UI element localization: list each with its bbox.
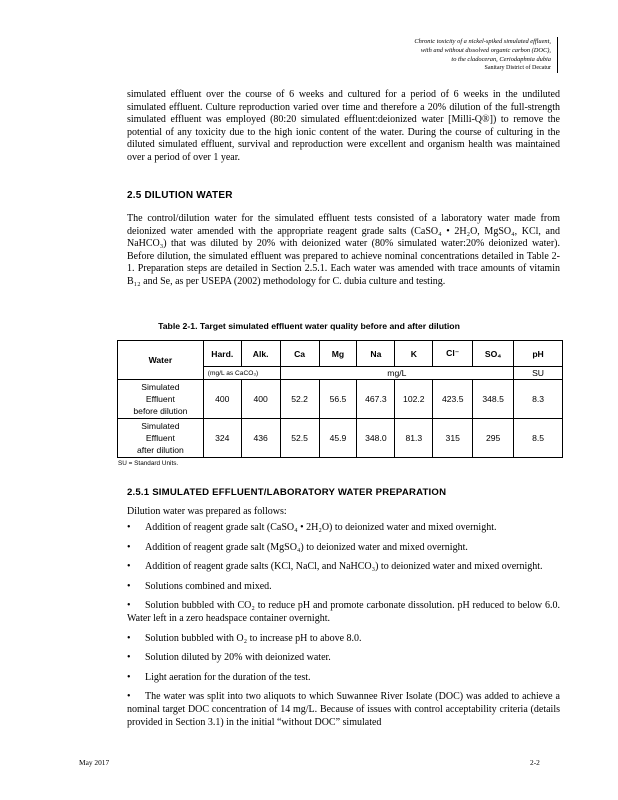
preparation-steps-list xyxy=(127,522,560,736)
section-heading-preparation: 2.5.1 SIMULATED EFFLUENT/LABORATORY WATER PREPARATION xyxy=(127,487,447,498)
bullet-icon: • xyxy=(127,600,131,612)
header-so4: SO₄ xyxy=(473,341,514,367)
list-item-text: Addition of reagent grade salts (KCl, NaCl, and NaHCO₃) to deionized water and mixed overnight. xyxy=(145,561,543,573)
table-caption: Table 2-1. Target simulated effluent water quality before and after dilution xyxy=(158,321,460,331)
cell-ca: 52.2 xyxy=(280,380,319,419)
list-item xyxy=(127,633,560,646)
header-water: Water xyxy=(118,341,204,380)
bullet-icon: • xyxy=(127,652,131,664)
bullet-icon: • xyxy=(127,671,131,683)
header-hardness: Hard. xyxy=(203,341,241,367)
cell-k: 102.2 xyxy=(395,380,433,419)
list-item xyxy=(127,600,560,625)
list-item xyxy=(127,691,560,729)
header-line-1: Chronic toxicity of a nickel-spiked simulated effluent, xyxy=(414,38,551,45)
header-cl: Cl⁻ xyxy=(433,341,473,367)
row-label xyxy=(118,380,204,419)
cell-ca: 52.5 xyxy=(280,419,319,458)
table-header-row xyxy=(118,341,563,367)
preparation-intro: Dilution water was prepared as follows: xyxy=(127,506,287,517)
cell-alkalinity: 400 xyxy=(241,380,280,419)
list-item xyxy=(127,672,560,685)
header-line-3: to the cladoceran, Ceriodaphnia dubia xyxy=(451,56,551,63)
list-item xyxy=(127,522,560,535)
cell-ph: 8.3 xyxy=(514,380,563,419)
cell-so4: 295 xyxy=(473,419,514,458)
header-alkalinity: Alk. xyxy=(241,341,280,367)
list-item xyxy=(127,581,560,594)
list-item-text: Solutions combined and mixed. xyxy=(145,580,272,592)
row-label-line: Simulated xyxy=(141,382,180,392)
cell-mg: 45.9 xyxy=(319,419,357,458)
header-mg: Mg xyxy=(319,341,357,367)
header-ca: Ca xyxy=(280,341,319,367)
list-item-text: Solution diluted by 20% with deionized water. xyxy=(145,652,331,664)
bullet-icon: • xyxy=(127,632,131,644)
cell-alkalinity: 436 xyxy=(241,419,280,458)
row-label-line: Simulated xyxy=(141,421,180,431)
units-ions: mg/L xyxy=(280,367,513,380)
cell-cl: 315 xyxy=(433,419,473,458)
header-ph: pH xyxy=(514,341,563,367)
cell-k: 81.3 xyxy=(395,419,433,458)
table-footnote: SU = Standard Units. xyxy=(118,460,179,467)
row-label-line: Effluent xyxy=(145,394,175,404)
cell-ph: 8.5 xyxy=(514,419,563,458)
bullet-icon: • xyxy=(127,561,131,573)
row-label xyxy=(118,419,204,458)
bullet-icon: • xyxy=(127,541,131,553)
water-quality-table xyxy=(117,340,563,458)
list-item xyxy=(127,561,560,574)
list-item xyxy=(127,542,560,555)
paragraph-dilution-water: The control/dilution water for the simulated effluent tests consisted of a laboratory water made from deionized water amended with the appropriate reagent grade salts (CaSO₄ • 2H₂O, MgSO₄, KCl, and NaHCO₃) that was diluted by 20% with deionized water (80% simulated water:20% deionized water). Before dilution, the simulated effluent was prepared to achieve nominal concentrations detailed in Table 2-1. Preparation steps are detailed in Section 2.5.1. Each water was amended with trace amounts of vitamin B₁₂ and Se, as per USEPA (2002) methodology for C. dubia culture and testing. xyxy=(127,213,560,287)
cell-mg: 56.5 xyxy=(319,380,357,419)
list-item-text: Light aeration for the duration of the test. xyxy=(145,671,311,683)
row-label-line: Effluent xyxy=(145,433,175,443)
list-item-text: Solution bubbled with O₂ to increase pH to above 8.0. xyxy=(145,632,362,644)
footer-date: May 2017 xyxy=(79,758,110,767)
cell-na: 467.3 xyxy=(357,380,395,419)
list-item-text: The water was split into two aliquots to which Suwannee River Isolate (DOC) was added to achieve a nominal target DOC concentration of 14 mg/L. Because of issues with control acceptability criteria (details provided in Section 3.1) in the initial “without DOC” simulated xyxy=(127,691,560,728)
bullet-icon: • xyxy=(127,580,131,592)
units-ph: SU xyxy=(514,367,563,380)
cell-so4: 348.5 xyxy=(473,380,514,419)
header-line-2: with and without dissolved organic carbon (DOC), xyxy=(420,47,551,54)
bullet-icon: • xyxy=(127,522,131,533)
section-heading-dilution-water: 2.5 DILUTION WATER xyxy=(127,190,233,201)
row-label-line: before dilution xyxy=(133,406,188,416)
header-line-4: Sanitary District of Decatur xyxy=(484,65,551,71)
page-number: 2-2 xyxy=(530,758,540,767)
cell-hardness: 324 xyxy=(203,419,241,458)
list-item-text: Addition of reagent grade salt (MgSO₄) to deionized water and mixed overnight. xyxy=(145,541,468,553)
running-header xyxy=(338,37,558,73)
table-row xyxy=(118,380,563,419)
row-label-line: after dilution xyxy=(136,445,184,455)
list-item-text: Addition of reagent grade salt (CaSO₄ • 2H₂O) to deionized water and mixed overnight. xyxy=(145,522,497,533)
list-item xyxy=(127,652,560,665)
cell-cl: 423.5 xyxy=(433,380,473,419)
cell-hardness: 400 xyxy=(203,380,241,419)
cell-na: 348.0 xyxy=(357,419,395,458)
table-row xyxy=(118,419,563,458)
units-hardness-alkalinity: (mg/L as CaCO₃) xyxy=(203,367,280,380)
header-na: Na xyxy=(357,341,395,367)
header-k: K xyxy=(395,341,433,367)
bullet-icon: • xyxy=(127,691,131,703)
paragraph-culture: simulated effluent over the course of 6 weeks and cultured for a period of 6 weeks in the undiluted simulated effluent. Culture reproduction varied over time and therefore a 20% dilution of the full-strength simulated effluent was employed (80:20 simulated effluent:deionized water [Milli-Q®]) to remove the potential of any toxicity due to the high ionic content of the water. During the course of culturing in the diluted simulated effluent, survival and reproduction were excellent and organism health was maintained over a period of over 1 year. xyxy=(127,89,560,163)
list-item-text: Solution bubbled with CO₂ to reduce pH and promote carbonate dissolution. pH reduced to below 6.0. Water left in a zero headspace container overnight. xyxy=(127,600,560,624)
